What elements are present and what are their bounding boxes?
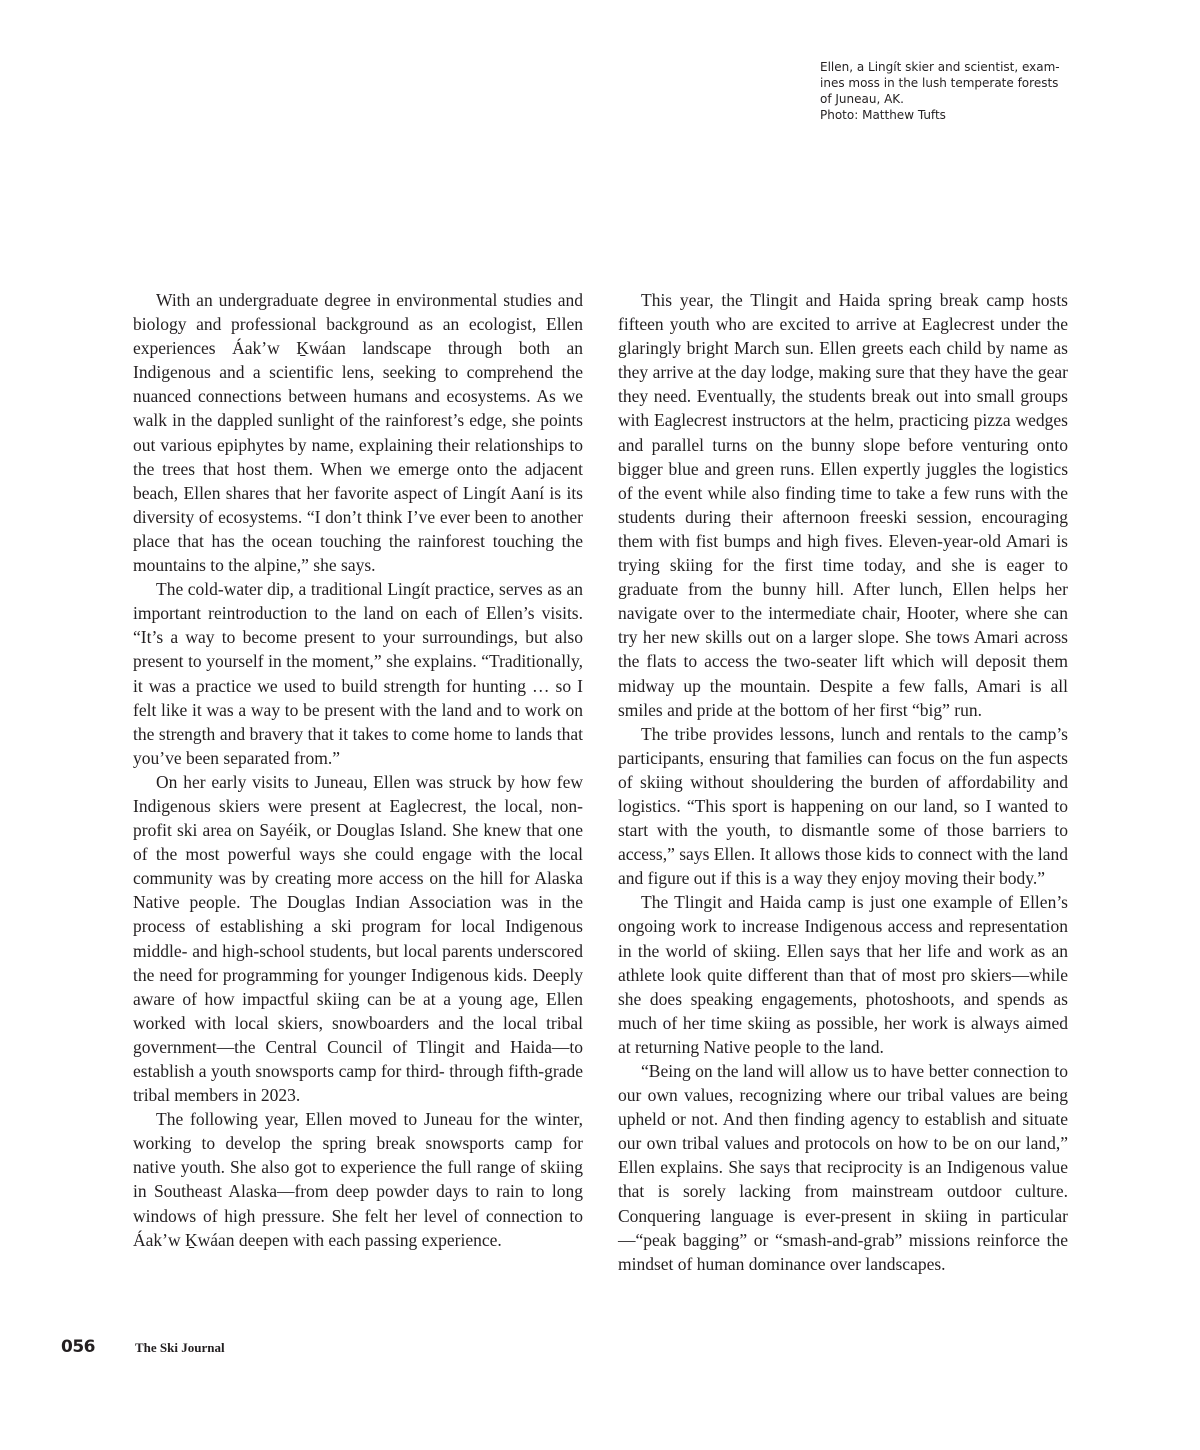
right-text-column [618,288,1068,1276]
paragraph: On her early visits to Juneau, Ellen was struck by how few Indigenous skiers were present at Eaglecrest, the local, non-profit ski area on Sayéik, or Douglas Island. She knew that one of the most powerful ways she could engage with the local community was by creating more access on the hill for Alaska Native people. The Douglas Indian Association was in the process of establishing a ski program for local Indigenous middle- and high-school students, but local parents underscored the need for programming for younger Indigenous kids. Deeply aware of how impactful skiing can be at a young age, Ellen worked with local skiers, snowboarders and the local tribal government—the Central Council of Tlingit and Haida—to establish a youth snowsports camp for third- through fifth-grade tribal members in 2023. [133,771,583,1106]
caption-line: Ellen, a Lingít skier and scientist, exam- [820,60,1060,74]
left-text-column [133,288,583,1252]
page-footer [61,1337,225,1359]
paragraph: The tribe provides lessons, lunch and rentals to the camp’s participants, ensuring that families can focus on the fun aspects of skiing without shouldering the burden of affordability and logistics. “This sport is happening on our land, so I wanted to start with the youth, to dismantle some of those barriers to access,” says Ellen. It allows those kids to connect with the land and figure out if this is a way they enjoy moving their body.” [618,723,1068,889]
page-number: 056 [61,1337,95,1357]
paragraph: The cold-water dip, a traditional Lingít practice, serves as an important reintroduction to the land on each of Ellen’s visits. “It’s a way to become present to your surroundings, but also present to yourself in the moment,” she explains. “Traditionally, it was a practice we used to build strength for hunting … so I felt like it was a way to be present with the land and to work on the strength and bravery that it takes to come home to lands that you’ve been separated from.” [133,579,583,768]
photo-caption [820,59,1070,123]
paragraph: This year, the Tlingit and Haida spring break camp hosts fifteen youth who are excited to arrive at Eaglecrest under the glaringly bright March sun. Ellen greets each child by name as they arrive at the day lodge, making sure that they have the gear they need. Eventually, the students break out into small groups with Eaglecrest instructors at the helm, practicing pizza wedges and parallel turns on the bunny slope before venturing onto bigger blue and green runs. Ellen expertly juggles the logistics of the event while also finding time to take a few runs with the students during their afternoon freeski session, encouraging them with fist bumps and high fives. Eleven-year-old Amari is trying skiing for the first time today, and she is eager to graduate from the bunny hill. After lunch, Ellen helps her navigate over to the intermediate chair, Hooter, where she can try her new skills out on a larger slope. She tows Amari across the flats to access the two-seater lift which will deposit them midway up the mountain. Despite a few falls, Amari is all smiles and pride at the bottom of her first “big” run. [618,290,1068,720]
publication-name: The Ski Journal [135,1340,225,1355]
caption-line: ines moss in the lush temperate forests [820,76,1059,90]
paragraph: With an undergraduate degree in environmental studies and biology and professional background as an ecologist, Ellen experiences Áak’w Ḵwáan landscape through both an Indigenous and a scientific lens, seeking to comprehend the nuanced connections between humans and ecosystems. As we walk in the dappled sunlight of the rainforest’s edge, she points out various epiphytes by name, explaining their relationships to the trees that host them. When we emerge onto the adjacent beach, Ellen shares that her favorite aspect of Lingít Aaní is its diversity of ecosystems. “I don’t think I’ve ever been to another place that has the ocean touching the rainforest touching the mountains to the alpine,” she says. [133,290,583,576]
paragraph: The following year, Ellen moved to Juneau for the winter, working to develop the spring break snowsports camp for native youth. She also got to experience the full range of skiing in Southeast Alaska—from deep powder days to rain to long windows of high pressure. She felt her level of connection to Áak’w Ḵwáan deepen with each passing experience. [133,1109,583,1250]
photo-credit: Photo: Matthew Tufts [820,108,946,122]
caption-line: of Juneau, AK. [820,92,904,106]
paragraph: The Tlingit and Haida camp is just one example of Ellen’s ongoing work to increase Indigenous access and representation in the world of skiing. Ellen says that her life and work as an athlete look quite different than that of most pro skiers—while she does speaking engagements, photoshoots, and spends as much of her time skiing as possible, her work is always aimed at returning Native people to the land. [618,892,1068,1057]
paragraph: “Being on the land will allow us to have better connection to our own values, recognizing where our tribal values are being upheld or not. And then finding agency to establish and situate our own tribal values and protocols on how to be on our land,” Ellen explains. She says that reciprocity is an Indigenous value that is sorely lacking from mainstream outdoor culture. Conquering language is ever-present in skiing in particular—“peak bagging” or “smash-and-grab” missions reinforce the mindset of human dominance over landscapes. [618,1061,1068,1274]
